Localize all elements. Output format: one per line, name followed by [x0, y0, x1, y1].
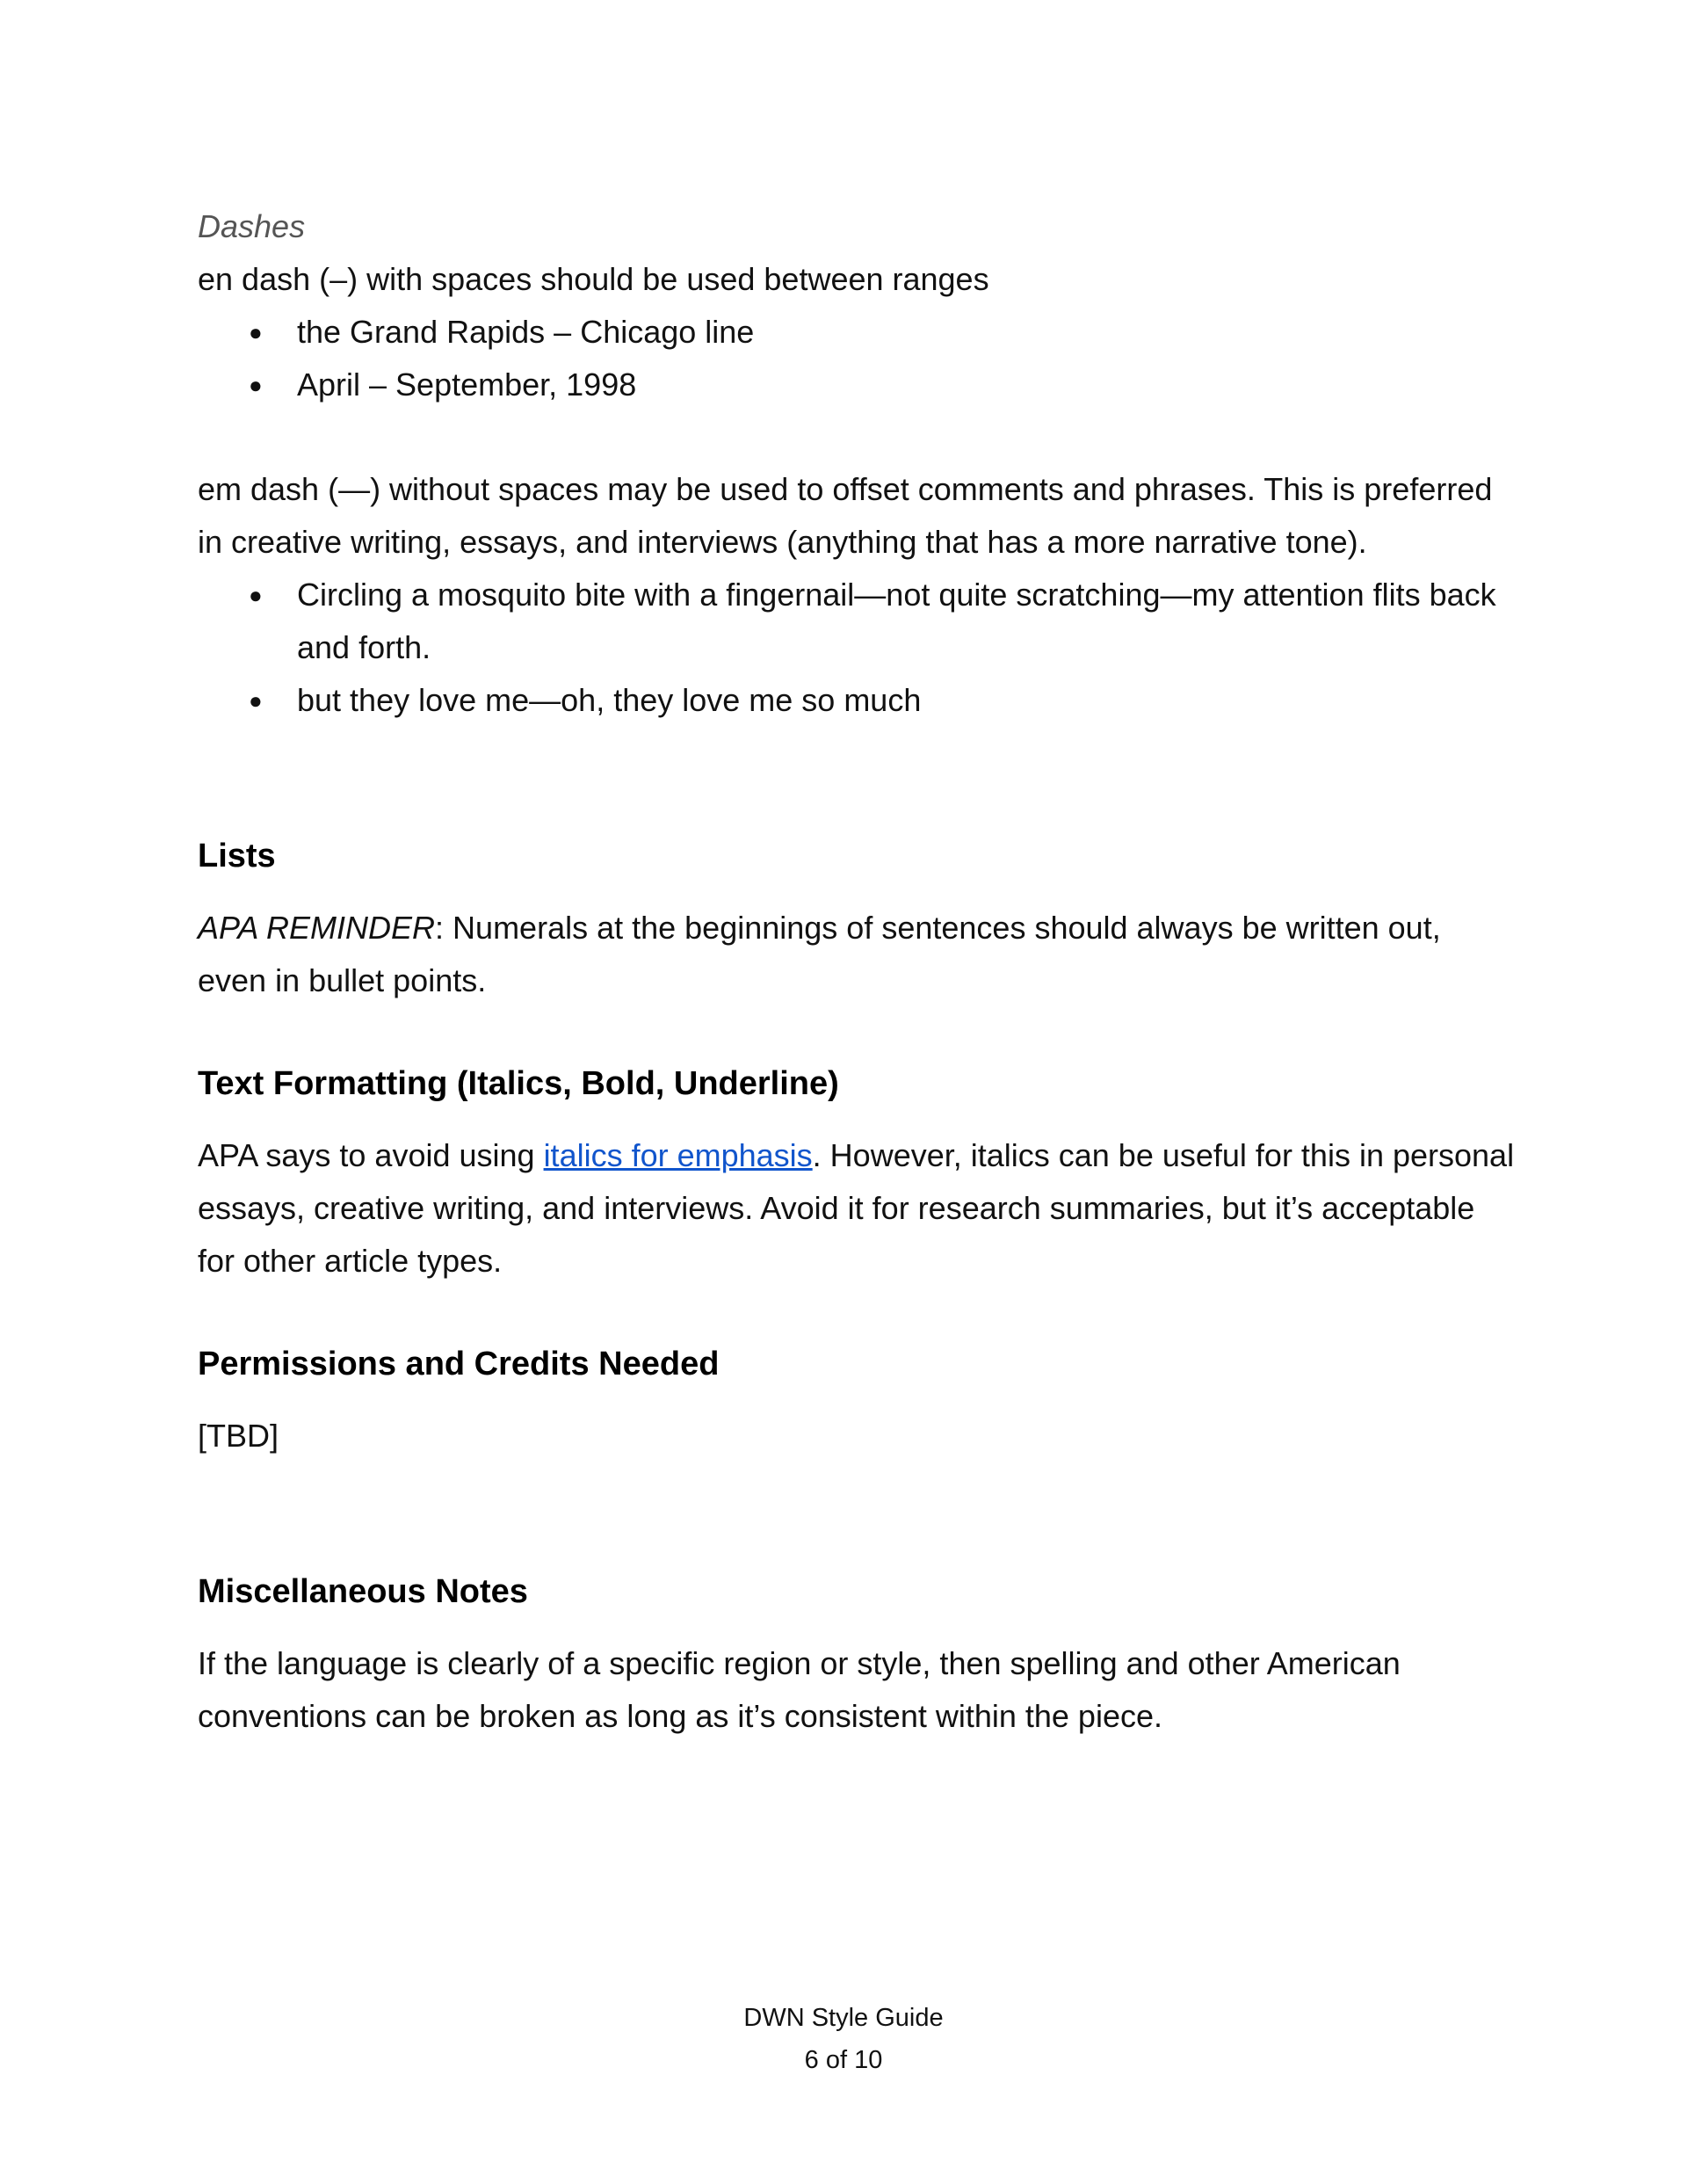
dashes-subheading: Dashes: [198, 208, 306, 244]
italics-for-emphasis-link[interactable]: italics for emphasis: [543, 1137, 813, 1173]
en-dash-examples: [198, 306, 1516, 411]
em-dash-intro: em dash (—) without spaces may be used to offset comments and phrases. This is preferred in creative writing, essays, and interviews (anything that has a more narrative tone).: [198, 471, 1493, 560]
list-item: [198, 569, 1516, 674]
reminder-text: : Numerals at the beginnings of sentences should always be written out, even in bullet points.: [198, 910, 1441, 998]
list-item: [198, 306, 1516, 359]
list-item-text: Circling a mosquito bite with a fingernail—not quite scratching—my attention flits back and forth.: [297, 577, 1496, 665]
bullet-icon: ●: [249, 319, 263, 345]
em-dash-examples: [198, 569, 1516, 727]
text-formatting-heading: Text Formatting (Italics, Bold, Underline): [198, 1065, 839, 1102]
misc-heading: Miscellaneous Notes: [198, 1573, 528, 1610]
list-item-text: the Grand Rapids – Chicago line: [297, 314, 755, 350]
bullet-icon: ●: [249, 372, 263, 398]
text-after-link: . However, italics can be useful for this in personal essays, creative writing, and interviews. Avoid it for research summaries, but it’s acceptable for other article types.: [198, 1137, 1515, 1279]
footer-page-number: 6 of 10: [804, 2046, 883, 2074]
permissions-heading: Permissions and Credits Needed: [198, 1346, 720, 1382]
list-item: [198, 674, 1516, 727]
text-formatting-body: [198, 1129, 1516, 1288]
text-before-link: APA says to avoid using: [198, 1137, 544, 1173]
page-footer: [0, 1997, 1687, 2081]
reminder-label: APA REMINDER: [198, 910, 436, 946]
list-item: [198, 359, 1516, 411]
permissions-body: [TBD]: [198, 1418, 279, 1454]
lists-heading: Lists: [198, 838, 276, 874]
footer-title: DWN Style Guide: [743, 2004, 944, 2032]
misc-body: If the language is clearly of a specific region or style, then spelling and other American conventions can be broken as long as it’s consistent within the piece.: [198, 1645, 1401, 1734]
bullet-icon: ●: [249, 582, 263, 608]
list-item-text: but they love me—oh, they love me so much: [297, 682, 922, 718]
en-dash-intro: en dash (–) with spaces should be used between ranges: [198, 261, 989, 297]
document-page: [198, 200, 1516, 1743]
lists-reminder: [198, 902, 1516, 1007]
list-item-text: April – September, 1998: [297, 366, 637, 403]
bullet-icon: ●: [249, 687, 263, 714]
